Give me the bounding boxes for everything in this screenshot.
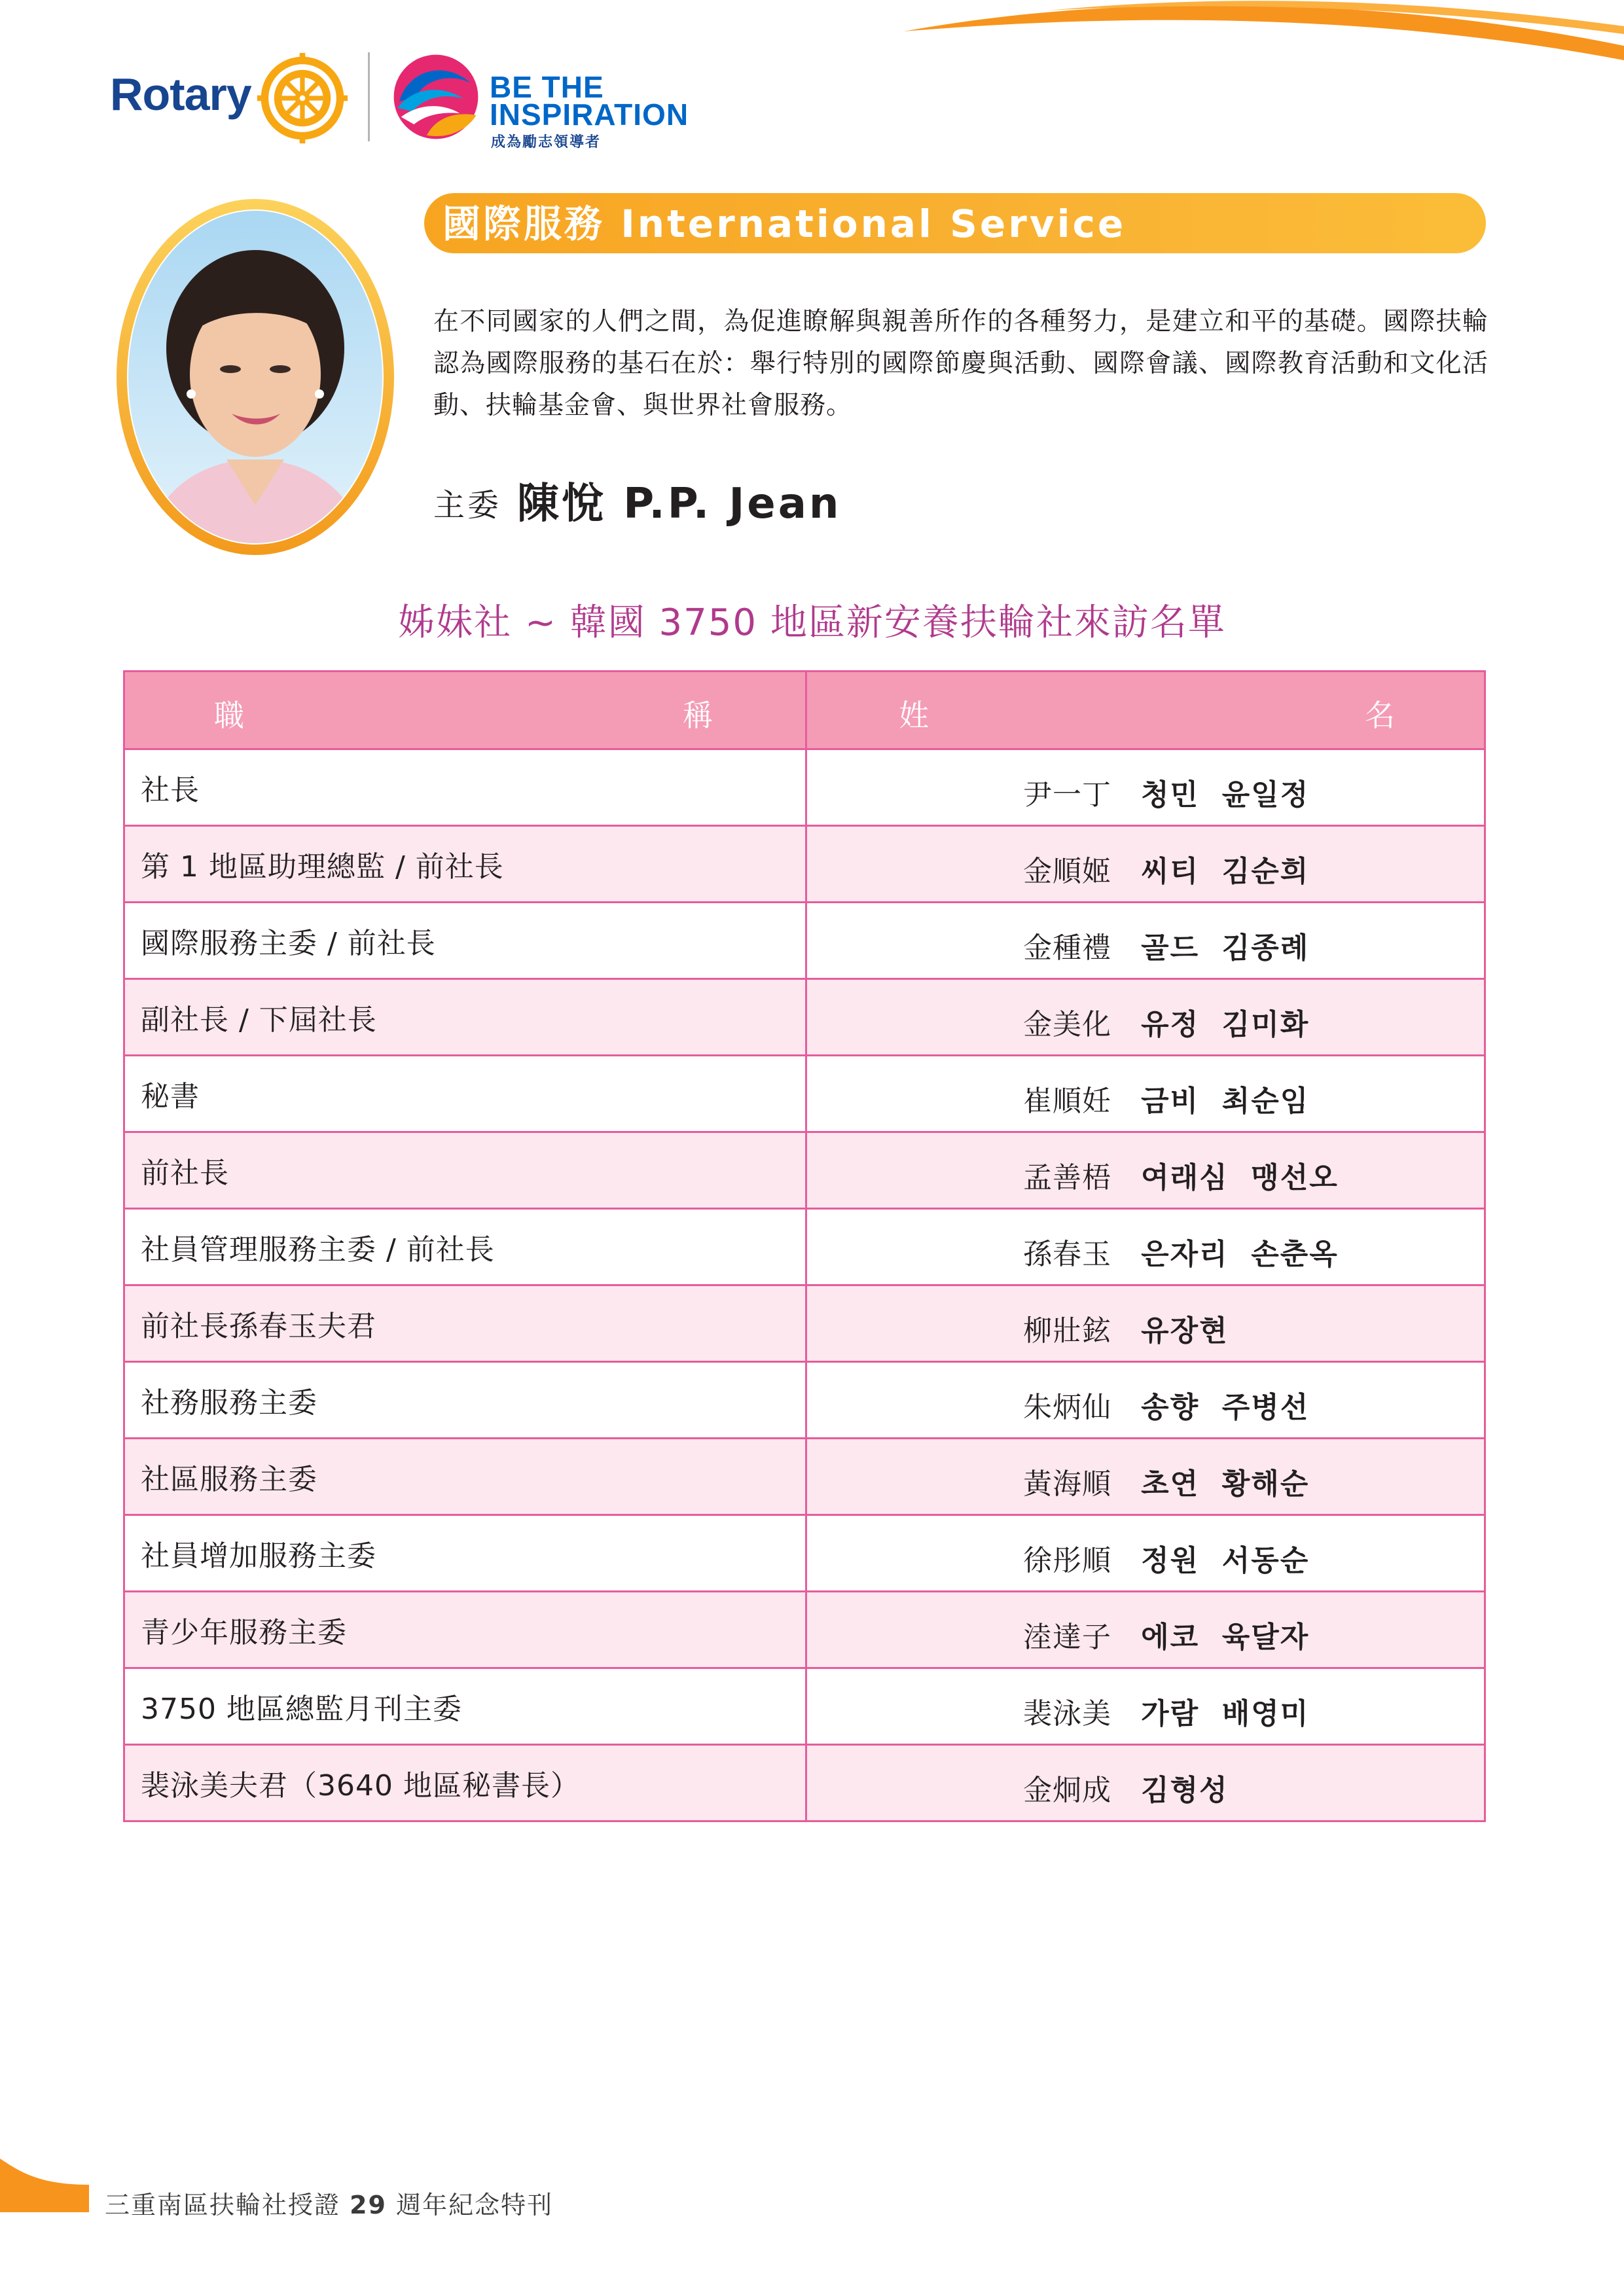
row-name-cell	[806, 903, 1485, 979]
footer-text-before: 三重南區扶輪社授證	[105, 2191, 341, 2219]
row-name-cell	[806, 979, 1485, 1056]
row-korean-name: 초연 황해순	[1141, 1467, 1310, 1501]
table-row	[124, 1285, 1485, 1362]
row-chinese-name: 徐彤順	[1023, 1544, 1112, 1577]
row-korean-name: 은자리 손춘옥	[1141, 1238, 1339, 1271]
row-chinese-name: 金炯成	[1023, 1774, 1112, 1807]
footer-tab-decoration	[0, 2159, 89, 2212]
row-korean-name: 송향 주병선	[1141, 1391, 1310, 1424]
row-chinese-name: 柳壯鉉	[1023, 1314, 1112, 1348]
header-title	[124, 672, 806, 749]
row-name-cell	[806, 1362, 1485, 1439]
row-name-cell	[806, 1515, 1485, 1592]
table-title: 姊妹社 ~ 韓國 3750 地區新安養扶輪社來訪名單	[398, 601, 1226, 644]
row-title: 社區服務主委	[124, 1439, 806, 1515]
row-title: 副社長 / 下屆社長	[124, 979, 806, 1056]
bti-line-2: INSPIRATION	[490, 98, 689, 132]
row-title: 社長	[124, 749, 806, 826]
row-korean-name: 청민 윤일정	[1141, 778, 1310, 812]
row-korean-name: 에코 육달자	[1141, 1621, 1310, 1654]
row-chinese-name: 金種禮	[1023, 931, 1112, 965]
table-row	[124, 1668, 1485, 1745]
row-chinese-name: 淕達子	[1023, 1621, 1112, 1654]
table-row	[124, 1592, 1485, 1668]
table-row	[124, 1515, 1485, 1592]
table-row	[124, 1439, 1485, 1515]
row-korean-name: 김형성	[1141, 1774, 1229, 1807]
row-title: 3750 地區總監月刊主委	[124, 1668, 806, 1745]
row-korean-name: 금비 최순임	[1141, 1085, 1310, 1118]
row-title: 第 1 地區助理總監 / 前社長	[124, 826, 806, 903]
row-korean-name: 유장현	[1141, 1314, 1229, 1348]
row-name-cell	[806, 1132, 1485, 1209]
section-title: 國際服務 International Service	[442, 202, 1127, 246]
row-chinese-name: 孫春玉	[1023, 1238, 1112, 1271]
row-name-cell	[806, 1439, 1485, 1515]
table-body	[124, 749, 1485, 1821]
bti-tagline: 成為勵志領導者	[491, 134, 602, 151]
footer-number: 29	[350, 2191, 387, 2219]
row-korean-name: 유정 김미화	[1141, 1008, 1310, 1041]
table-row	[124, 1745, 1485, 1821]
row-name-cell	[806, 1209, 1485, 1285]
row-name-cell	[806, 749, 1485, 826]
row-name-cell	[806, 826, 1485, 903]
row-korean-name: 골드 김종례	[1141, 931, 1310, 965]
chair-name: 陳悅 P.P. Jean	[517, 480, 842, 528]
row-korean-name: 여래심 맹선오	[1141, 1161, 1339, 1194]
row-korean-name: 정원 서동순	[1141, 1544, 1310, 1577]
section-intro: 在不同國家的人們之間，為促進瞭解與親善所作的各種努力，是建立和平的基礎。國際扶輪認為國際服務的基石在於：舉行特別的國際節慶與活動、國際會議、國際教育活動和文化活動、扶輪基金會、與世界社會服務。	[433, 307, 1489, 420]
table-row	[124, 1362, 1485, 1439]
row-title: 國際服務主委 / 前社長	[124, 903, 806, 979]
table-header-row	[124, 672, 1485, 749]
chair-label: 主委	[433, 487, 502, 524]
row-title: 社員增加服務主委	[124, 1515, 806, 1592]
row-title: 前社長	[124, 1132, 806, 1209]
row-name-cell	[806, 1285, 1485, 1362]
footer-text-after: 週年紀念特刊	[396, 2191, 554, 2219]
be-the-inspiration-icon	[390, 51, 482, 143]
bti-line-1: BE THE	[490, 70, 604, 104]
row-title: 社員管理服務主委 / 前社長	[124, 1209, 806, 1285]
row-korean-name: 가람 배영미	[1141, 1697, 1310, 1731]
row-title: 前社長孫春玉夫君	[124, 1285, 806, 1362]
row-title: 社務服務主委	[124, 1362, 806, 1439]
row-korean-name: 씨티 김순희	[1141, 855, 1310, 888]
visitor-table	[123, 670, 1486, 1822]
row-chinese-name: 崔順妊	[1023, 1085, 1112, 1118]
row-chinese-name: 黃海順	[1023, 1467, 1112, 1501]
rotary-wheel-icon	[255, 51, 350, 145]
logo-divider	[368, 52, 370, 141]
row-name-cell	[806, 1592, 1485, 1668]
table-row	[124, 749, 1485, 826]
row-chinese-name: 裴泳美	[1023, 1697, 1112, 1731]
table-row	[124, 979, 1485, 1056]
header-title-char-2: 稱	[683, 698, 713, 733]
rotary-wordmark: Rotary	[110, 69, 251, 120]
row-title: 裴泳美夫君（3640 地區秘書長）	[124, 1745, 806, 1821]
row-chinese-name: 金順姬	[1023, 855, 1112, 888]
row-title: 秘書	[124, 1056, 806, 1132]
table-row	[124, 1209, 1485, 1285]
header-name-char-1: 姓	[899, 698, 929, 733]
footer-text	[105, 2189, 553, 2221]
row-chinese-name: 朱炳仙	[1023, 1391, 1112, 1424]
row-name-cell	[806, 1745, 1485, 1821]
row-chinese-name: 金美化	[1023, 1008, 1112, 1041]
row-name-cell	[806, 1668, 1485, 1745]
header-name-char-2: 名	[1365, 698, 1396, 733]
header-name	[806, 672, 1485, 749]
chair-portrait	[115, 198, 395, 556]
header-title-char-1: 職	[214, 698, 244, 733]
row-name-cell	[806, 1056, 1485, 1132]
table-row	[124, 826, 1485, 903]
table-row	[124, 1132, 1485, 1209]
table-row	[124, 903, 1485, 979]
row-chinese-name: 孟善梧	[1023, 1161, 1112, 1194]
row-title: 青少年服務主委	[124, 1592, 806, 1668]
table-row	[124, 1056, 1485, 1132]
row-chinese-name: 尹一丁	[1023, 778, 1112, 812]
